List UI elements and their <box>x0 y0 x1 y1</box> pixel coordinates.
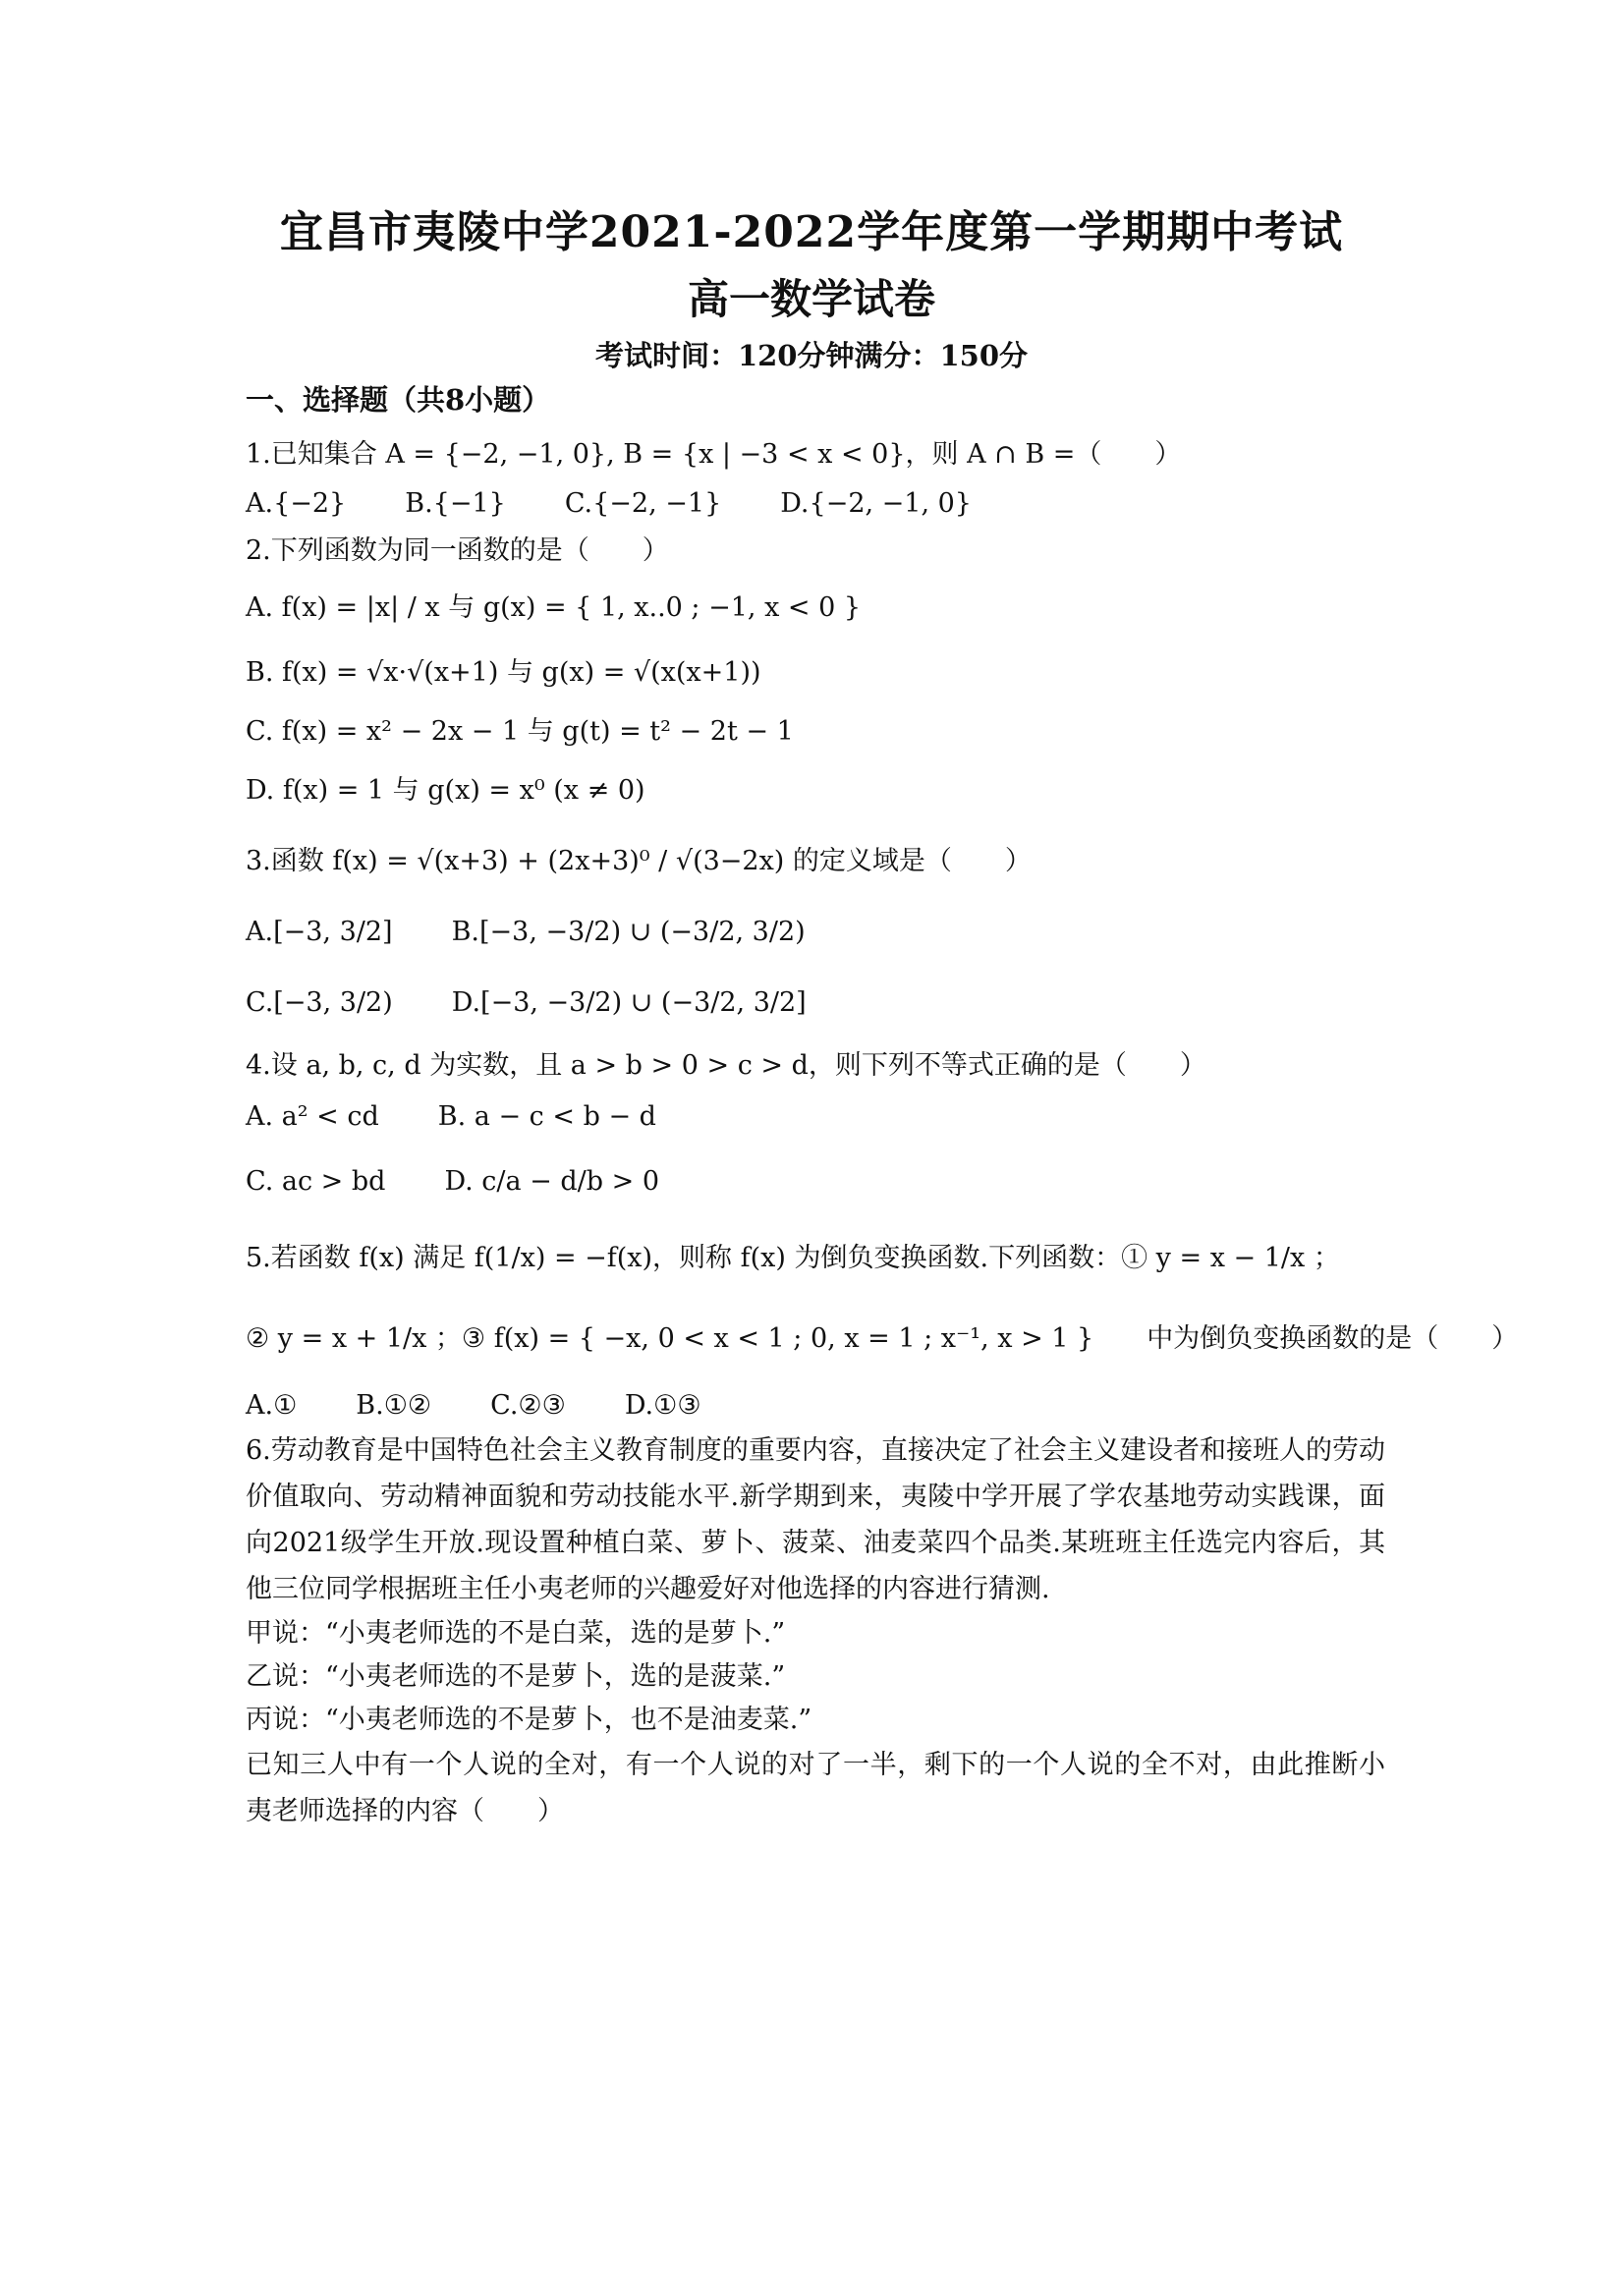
question-4-options-row2 <box>246 1147 1385 1217</box>
q6-statement-yi: 乙说：“小夷老师选的不是萝卜，选的是菠菜.” <box>246 1661 786 1692</box>
section-heading: 一、选择题（共8小题） <box>246 383 551 417</box>
question-1-options <box>246 482 1385 526</box>
question-3-options-row2 <box>246 968 1385 1038</box>
q2-option-d: D. f(x) = 1 与 g(x) = x⁰ (x ≠ 0) <box>246 775 645 806</box>
question-5-stem: 5.若函数 f(x) 满足 f(1/x) = −f(x)，则称 f(x) 为倒负变换函数.下列函数：① y = x − 1/x ； <box>246 1243 1340 1273</box>
q3-option-b: B.[−3, −3/2) ∪ (−3/2, 3/2) <box>451 917 806 947</box>
question-5-options <box>246 1384 1385 1428</box>
q1-option-d: D.{−2, −1, 0} <box>780 488 972 519</box>
q1-option-b: B.{−1} <box>405 488 506 519</box>
question-2-stem: 2.下列函数为同一函数的是（ ） <box>246 535 669 566</box>
q5-option-b: B.①② <box>356 1390 432 1421</box>
q5-option-a: A.① <box>246 1390 298 1421</box>
q6-statement-bing: 丙说：“小夷老师选的不是萝卜，也不是油麦菜.” <box>246 1705 812 1735</box>
q1-option-c: C.{−2, −1} <box>564 488 722 519</box>
question-1-stem: 1.已知集合 A = {−2, −1, 0}, B = {x | −3 < x < 0}，则 A ∩ B =（ ） <box>246 439 1182 470</box>
question-3-stem: 3.函数 f(x) = √(x+3) + (2x+3)⁰ / √(3−2x) 的定义域是（ ） <box>246 846 1032 876</box>
q5-option-d: D.①③ <box>624 1390 701 1421</box>
q4-option-b: B. a − c < b − d <box>437 1101 656 1132</box>
q2-option-b: B. f(x) = √x·√(x+1) 与 g(x) = √(x(x+1)) <box>246 657 761 688</box>
exam-subtitle: 高一数学试卷 <box>687 275 935 323</box>
q6-statement-jia: 甲说：“小夷老师选的不是白菜，选的是萝卜.” <box>246 1618 786 1649</box>
question-list <box>246 378 1519 1834</box>
question-6-paragraph: 6.劳动教育是中国特色社会主义教育制度的重要内容，直接决定了社会主义建设者和接班人的劳动价值取向、劳动精神面貌和劳动技能水平.新学期到来，夷陵中学开展了学农基地劳动实践课，面向2021级学生开放.现设置种植白菜、萝卜、菠菜、油麦菜四个品类.某班班主任选完内容后，其他三位同学根据班主任小夷老师的兴趣爱好对他选择的内容进行猜测. <box>246 1435 1385 1604</box>
exam-title: 宜昌市夷陵中学2021-2022学年度第一学期期中考试 <box>279 207 1344 257</box>
q4-option-d: D. c/a − d/b > 0 <box>444 1166 660 1197</box>
question-3-options-row1 <box>246 897 1385 968</box>
exam-info: 考试时间：120分钟满分：150分 <box>594 339 1029 372</box>
question-4-stem: 4.设 a, b, c, d 为实数，且 a > b > 0 > c > d，则下列不等式正确的是（ ） <box>246 1050 1206 1081</box>
q2-option-c: C. f(x) = x² − 2x − 1 与 g(t) = t² − 2t − 1 <box>246 716 794 747</box>
q6-conclusion: 已知三人中有一个人说的全对，有一个人说的对了一半，剩下的一个人说的全不对，由此推断小夷老师选择的内容（ ） <box>246 1750 1385 1826</box>
q5-option-c: C.②③ <box>490 1390 566 1421</box>
q2-option-a: A. f(x) = |x| / x 与 g(x) = { 1, x..0 ; −1, x < 0 } <box>246 592 862 623</box>
q4-option-a: A. a² < cd <box>246 1101 379 1132</box>
q3-option-c: C.[−3, 3/2) <box>246 987 393 1018</box>
question-4-options-row1 <box>246 1088 1385 1147</box>
q3-option-d: D.[−3, −3/2) ∪ (−3/2, 3/2] <box>451 987 807 1018</box>
q1-option-a: A.{−2} <box>246 488 347 519</box>
question-5-functions: ② y = x + 1/x ；③ f(x) = { −x, 0 < x < 1 ; 0, x = 1 ; x⁻¹, x > 1 } 中为倒负变换函数的是（ ） <box>246 1323 1519 1354</box>
q3-option-a: A.[−3, 3/2] <box>246 917 393 947</box>
q4-option-c: C. ac > bd <box>246 1166 386 1197</box>
